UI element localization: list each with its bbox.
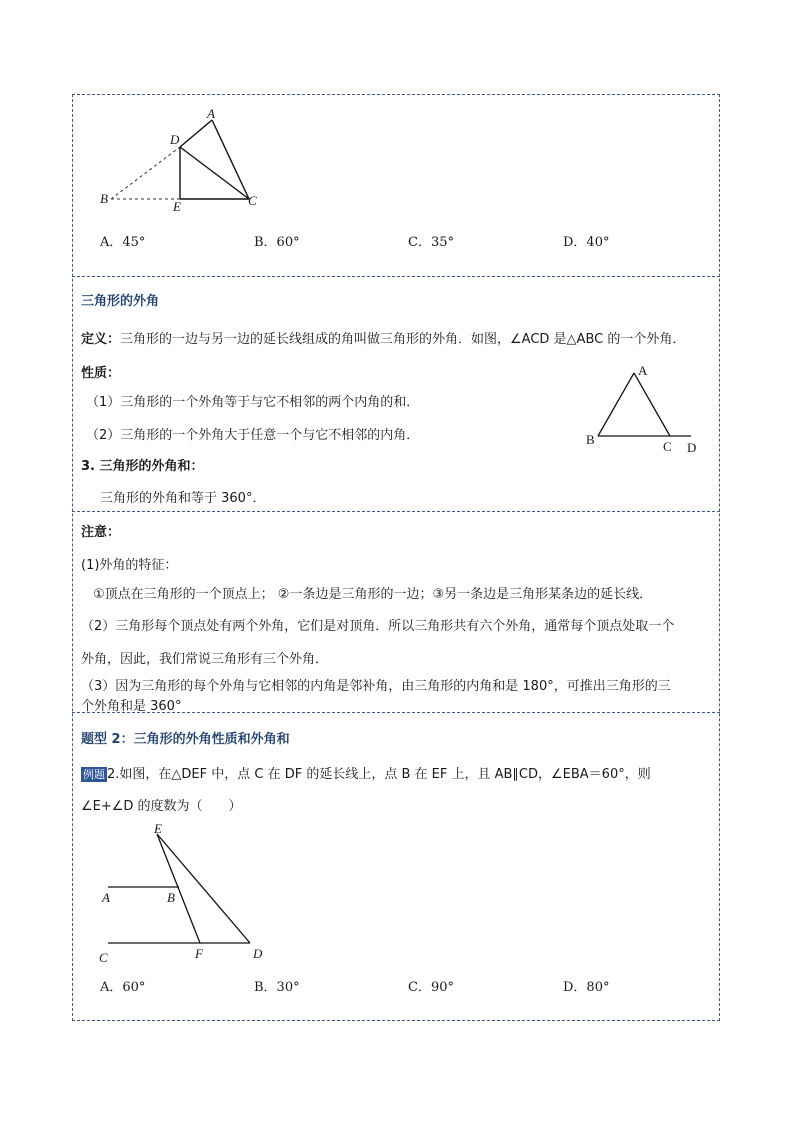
option-a[interactable]: A．45° <box>100 235 146 250</box>
option-d[interactable]: D．80° <box>563 980 610 995</box>
option-d[interactable]: D．40° <box>563 235 610 250</box>
exterior-sum-text: 三角形的外角和等于 360°． <box>100 491 266 506</box>
section-title: 三角形的外角 <box>81 294 160 309</box>
note-item-detail: ①顶点在三角形的一个顶点上； ②一条边是三角形的一边；③另一条边是三角形某条边的延长线． <box>93 587 653 602</box>
property-label: 性质： <box>81 366 121 381</box>
figure-label: C <box>99 950 108 965</box>
figure-triangle-abc <box>590 362 710 452</box>
figure-label: A <box>102 890 110 905</box>
definition <box>81 328 685 347</box>
figure-label: D <box>687 440 697 455</box>
option-a[interactable]: A．60° <box>100 980 146 995</box>
figure-label: B <box>586 432 595 447</box>
property-item: （2）三角形的一个外角大于任意一个与它不相邻的内角． <box>86 428 420 443</box>
figure-triangle-def <box>100 826 270 956</box>
figure-label: D <box>253 946 263 961</box>
figure-label: B <box>100 191 108 206</box>
note-label: 注意： <box>81 525 121 540</box>
property-item: （1）三角形的一个外角等于与它不相邻的两个内角的和． <box>86 395 420 410</box>
section-divider <box>72 511 720 512</box>
figure-label: D <box>170 132 180 147</box>
question-line: ∠E+∠D 的度数为（ ） <box>81 799 242 814</box>
note-item: （3）因为三角形的每个外角与它相邻的内角是邻补角，由三角形的内角和是 180°，可推出三角形的三 <box>81 679 671 694</box>
note-item: （2）三角形每个顶点处有两个外角，它们是对顶角．所以三角形共有六个外角，通常每个顶点处取一个 <box>81 619 675 634</box>
exterior-sum-label: 3. 三角形的外角和： <box>81 459 204 474</box>
example-tag: 例题 <box>83 768 105 781</box>
question-line: 2.如图，在△DEF 中，点 C 在 DF 的延长线上，点 B 在 EF 上，且 AB∥CD，∠EBA＝60°，则 <box>107 767 651 782</box>
figure-label: A <box>207 106 215 121</box>
figure-label: F <box>195 946 203 961</box>
option-c[interactable]: C．35° <box>408 235 454 250</box>
note-item: 个外角和是 360° <box>81 699 182 714</box>
option-c[interactable]: C．90° <box>408 980 454 995</box>
section-divider <box>72 276 720 277</box>
note-item: (1)外角的特征： <box>81 558 178 573</box>
figure-label: C <box>663 439 672 454</box>
figure-label: B <box>167 890 175 905</box>
question-text <box>81 763 651 782</box>
figure-label: E <box>154 821 162 836</box>
figure-label: C <box>248 193 257 208</box>
definition-label: 定义： <box>81 332 121 347</box>
option-b[interactable]: B．30° <box>254 980 300 995</box>
section-title: 题型 2：三角形的外角性质和外角和 <box>81 732 290 747</box>
figure-label: E <box>173 199 181 214</box>
figure-label: A <box>638 363 648 378</box>
note-item: 外角，因此，我们常说三角形有三个外角． <box>81 652 329 667</box>
definition-text: 三角形的一边与另一边的延长线组成的角叫做三角形的外角．如图，∠ACD 是△ABC 的一个外角． <box>120 332 686 347</box>
option-b[interactable]: B．60° <box>254 235 300 250</box>
